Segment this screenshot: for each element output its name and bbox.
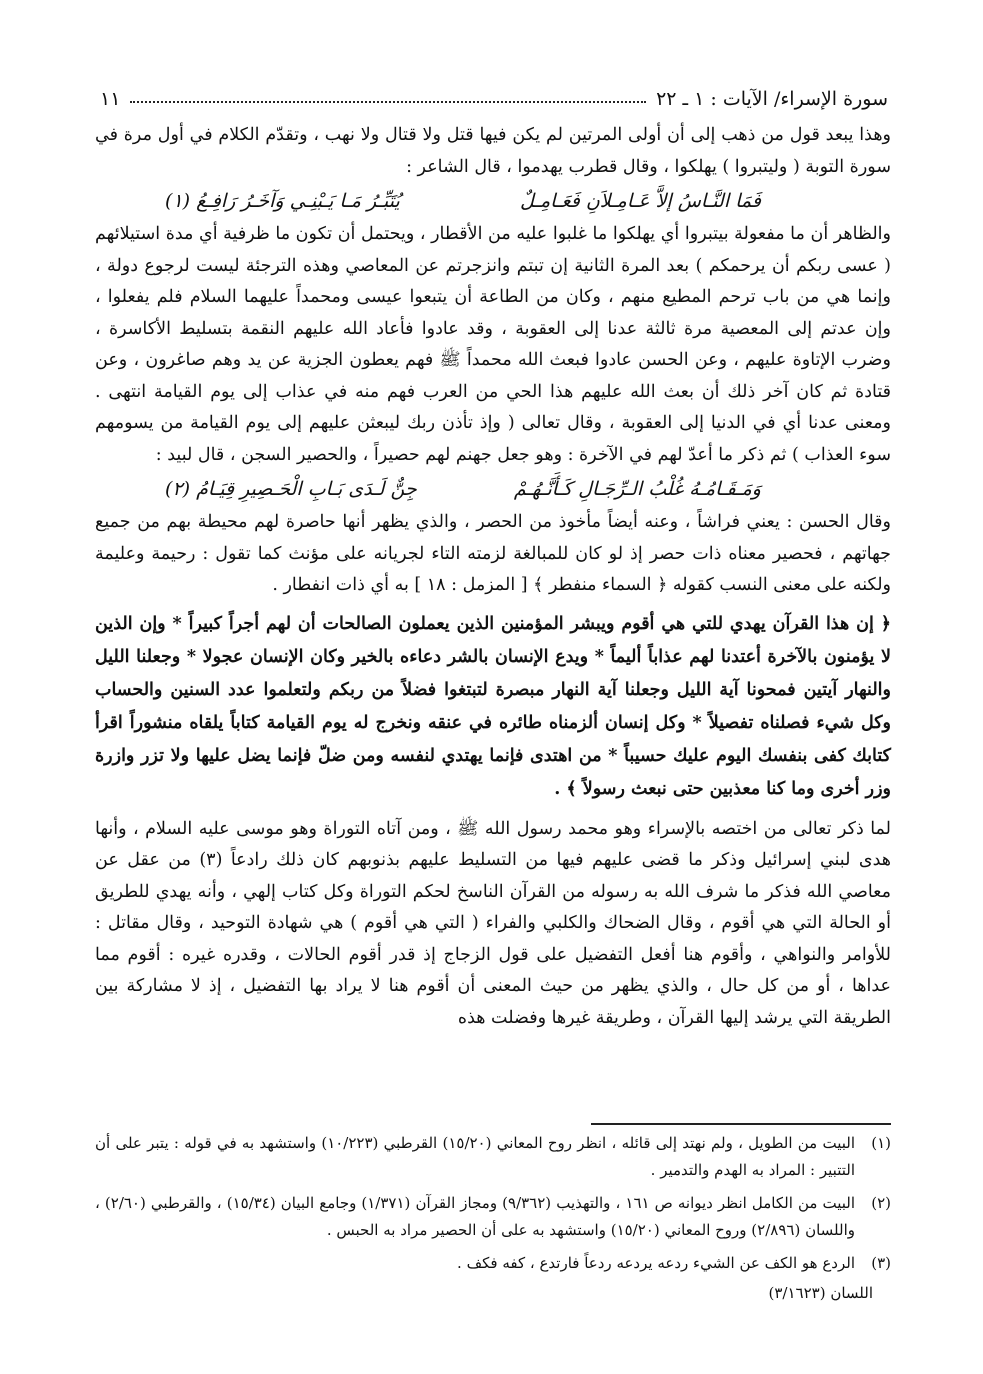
- verse-1-second-hemistich: يُتَبِّـرُ مَـا يَـبْنِـي وَآخَـرُ رَافِـعُ (١): [165, 190, 400, 212]
- chapter-title: سورة الإسراء/ الآيات : ١ ـ ٢٢: [656, 88, 888, 110]
- footnote-separator: [591, 1123, 891, 1125]
- footnotes: [95, 1130, 891, 1283]
- paragraph-4: لما ذكر تعالى من اختصه بالإسراء وهو محمد رسول الله ﷺ ، ومن آتاه التوراة وهو موسى عليه السلام ، وأنها هدى لبني إسرائيل وذكر ما قضى عليهم فيها من التسليط عليهم بذنوبهم كان ذلك رادعاً (٣) من عقل عن معاصي الله فذكر ما شرف الله به رسوله من القرآن الناسخ لحكم التوراة وكل كتاب إلهي ، وأنه يهدي للطريق أو الحالة التي هي أقوم ، وقال الضحاك والكلبي والفراء ( التي هي أقوم ) هي شهادة التوحيد ، وقال مقاتل : للأوامر والنواهي ، وأقوم هنا أفعل التفضيل على قول الزجاج إذ قدر أقوم الحالات ، وقدره غيره : أقوم مما عداها ، أو من كل حال ، والذي يظهر من حيث المعنى أن أقوم هنا لا يراد بها التفضيل ، إذ لا مشاركة بين الطريقة التي يرشد إليها القرآن ، وطريقة غيرها وفضلت هذه: [95, 818, 891, 1028]
- verse-2-first-hemistich: وَمَـقَـامُـهُ غُلْبُ الـرِّجَـالِ كَـأَنَّـهُـمْ: [513, 478, 761, 500]
- header-dot-leader: [130, 101, 646, 103]
- footnote-number: (٣): [871, 1254, 891, 1272]
- footnote-1: [95, 1130, 891, 1184]
- footnote-2: [95, 1190, 891, 1244]
- verse-2-second-hemistich: جِنٌّ لَـدَى بَـابِ الْحَـصِيرِ قِيَـامُ (٢): [165, 478, 417, 500]
- paragraph-2: والظاهر أن ما مفعولة بيتبروا أي يهلكوا ما غلبوا عليه من الأقطار ، ويحتمل أن تكون ما ظرفية أي مدة استيلائهم ( عسى ربكم أن يرحمكم ) بعد المرة الثانية إن تبتم وانزجرتم عن المعاصي وهذه الترجئة ليست لرجوع دولة ، وإنما هي من باب ترحم المطيع منهم ، وكان من الطاعة أن يتبعوا عيسى ومحمداً عليهما السلام فلم يفعلوا ، وإن عدتم إلى المعصية مرة ثالثة عدنا إلى العقوبة ، وقد عادوا فأعاد الله عليهم النقمة بتسليط الأكاسرة ، وضرب الإتاوة عليهم ، وعن الحسن عادوا فبعث الله محمداً ﷺ فهم يعطون الجزية عن يد وهم صاغرون ، وعن قتادة ثم كان آخر ذلك أن بعث الله عليهم هذا الحي من العرب فهم منه في عذاب إلى يوم القيامة انتهى . ومعنى عدنا أي في الدنيا إلى العقوبة ، وقال تعالى ( وإذ تأذن ربك ليبعثن عليهم إلى يوم القيامة من يسومهم سوء العذاب ) ثم ذكر ما أعدّ لهم في الآخرة : وهو جعل جهنم لهم حصيراً ، والحصير السجن ، قال لبيد :: [95, 224, 891, 465]
- main-text: [95, 120, 891, 1034]
- page-number: ١١: [100, 88, 121, 110]
- footnote-text: الردع هو الكف عن الشيء ردعه يردعه ردعاً فارتدع ، كفه فكف .: [457, 1254, 855, 1272]
- running-header: [100, 80, 888, 110]
- verse-1-first-hemistich: فَمَا النَّـاسُ إلاَّ عَـامِـلاَنِ فَعَـامِـلٌ: [520, 190, 761, 212]
- footnote-number: (١): [871, 1134, 891, 1152]
- poetry-verse-1: [95, 183, 891, 219]
- footnote-text: البيت من الكامل انظر ديوانه ص ١٦١ ، والتهذيب (٩/٣٦٢) ومجاز القرآن (١/٣٧١) وجامع البيان (١٥/٣٤) ، والقرطبي (٢/٦٠) ، واللسان (٢/٨٩٦) وروح المعاني (١٥/٢٠) واستشهد به على أن الحصير مراد به الحبس .: [95, 1194, 855, 1239]
- footnote-number: (٢): [871, 1194, 891, 1212]
- quran-passage: ﴿ إن هذا القرآن يهدي للتي هي أقوم ويبشر المؤمنين الذين يعملون الصالحات أن لهم أجراً كبيراً * وإن الذين لا يؤمنون بالآخرة أعتدنا لهم عذاباً أليماً * ويدع الإنسان بالشر دعاءه بالخير وكان الإنسان عجولا * وجعلنا الليل والنهار آيتين فمحونا آية الليل وجعلنا آية النهار مبصرة لتبتغوا فضلاً من ربكم ولتعلموا عدد السنين والحساب وكل شيء فصلناه تفصيلاً * وكل إنسان ألزمناه طائره في عنقه ونخرج له يوم القيامة كتاباً يلقاه منشوراً اقرأ كتابك كفى بنفسك اليوم عليك حسيباً * من اهتدى فإنما يهتدي لنفسه ومن ضلّ فإنما يضل عليها ولا تزر وازرة وزر أخرى وما كنا معذبين حتى نبعث رسولاً ﴾ .: [95, 613, 891, 799]
- footnote-3: [95, 1250, 891, 1277]
- paragraph-3: وقال الحسن : يعني فراشاً ، وعنه أيضاً مأخوذ من الحصر ، والذي يظهر أنها حاصرة لهم محيطة بهم من جميع جهاتهم ، فحصير معناه ذات حصر إذ لو كان للمبالغة لزمته التاء لجريانه على مؤنث كما تقول : رحيمة وعليمة ولكنه على معنى النسب كقوله ﴿ السماء منفطر ﴾ [ المزمل : ١٨ ] به أي ذات انفطار .: [95, 512, 891, 595]
- footnote-text: البيت من الطويل ، ولم نهتد إلى قائله ، انظر روح المعاني (١٥/٢٠) القرطبي (١٠/٢٢٣) واستشهد به في قوله : يتبر على أن التتبير : المراد به الهدم والتدمير .: [95, 1134, 855, 1179]
- paragraph-1: وهذا يبعد قول من ذهب إلى أن أولى المرتين لم يكن فيها قتل ولا قتال ولا نهب ، وتقدّم الكلام في أول مرة في سورة التوبة ( وليتبروا ) يهلكوا ، وقال قطرب يهدموا ، قال الشاعر :: [95, 125, 891, 177]
- poetry-verse-2: [95, 471, 891, 507]
- footnote-reference-note: اللسان (٣/١٦٢٣): [768, 1284, 873, 1302]
